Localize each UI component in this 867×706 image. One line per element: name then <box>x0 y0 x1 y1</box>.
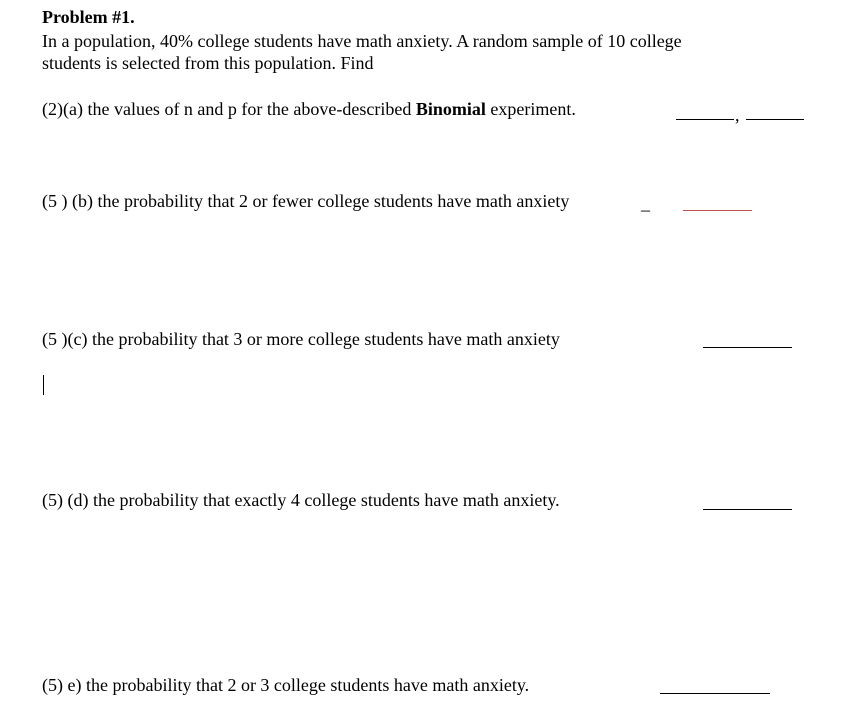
answer-blank-a-p[interactable] <box>746 119 804 120</box>
problem-title: Problem #1. <box>42 7 135 27</box>
question-a-bold-word: Binomial <box>415 99 486 119</box>
question-a-prefix: (2)(a) the values of n and p for the above-described <box>42 99 416 119</box>
answer-blank-a-n[interactable] <box>676 119 734 120</box>
problem-intro-line-2: students is selected from this population. Find <box>42 53 374 73</box>
question-b: (5 ) (b) the probability that 2 or fewer college students have math anxiety <box>42 191 570 211</box>
question-b-trail: _ <box>641 193 650 213</box>
question-d: (5) (d) the probability that exactly 4 college students have math anxiety. <box>42 490 560 510</box>
answer-blank-e[interactable] <box>660 693 770 694</box>
answer-blank-c[interactable] <box>703 347 792 348</box>
question-c: (5 )(c) the probability that 3 or more college students have math anxiety <box>42 329 560 349</box>
answer-blank-b[interactable] <box>683 210 752 211</box>
question-a-suffix: experiment. <box>485 99 576 119</box>
text-cursor <box>43 375 44 395</box>
answer-blank-d[interactable] <box>703 509 792 510</box>
question-a <box>42 98 576 120</box>
problem-intro-line-1: In a population, 40% college students have math anxiety. A random sample of 10 college <box>42 31 682 51</box>
answer-separator-a: , <box>735 105 740 125</box>
question-e: (5) e) the probability that 2 or 3 college students have math anxiety. <box>42 675 530 695</box>
